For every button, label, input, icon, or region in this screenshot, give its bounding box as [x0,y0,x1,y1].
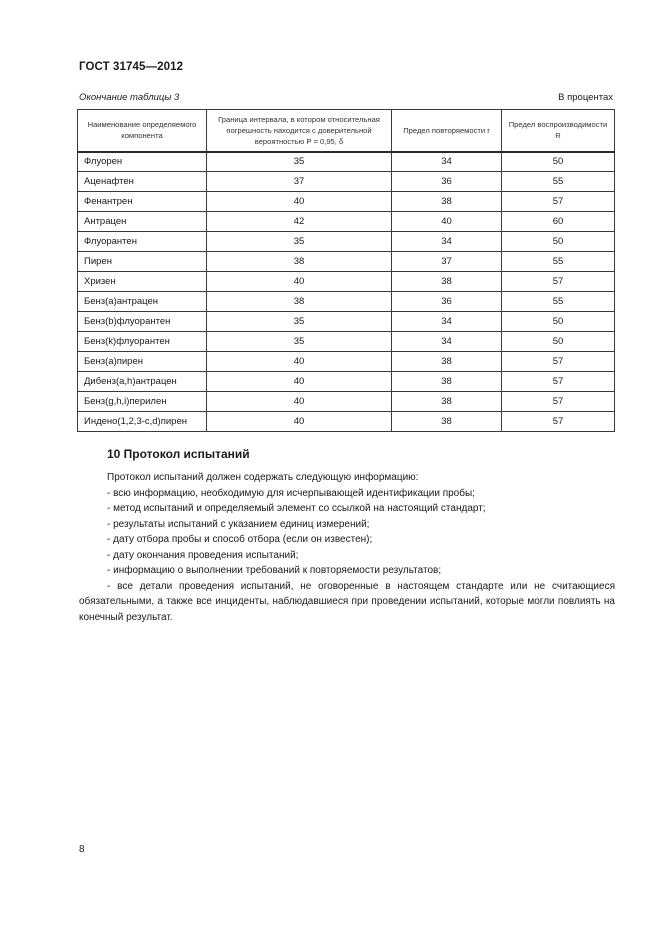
cell-component-name: Индено(1,2,3-c,d)пирен [78,412,207,432]
table-caption: Окончание таблицы 3 [79,92,180,103]
cell-reproducibility: 60 [502,212,615,232]
cell-component-name: Бенз(а)антрацен [78,292,207,312]
cell-repeatability: 38 [392,372,502,392]
cell-reproducibility: 50 [502,312,615,332]
cell-error-bound: 40 [207,352,392,372]
table-header [78,110,615,152]
cell-component-name: Аценафтен [78,172,207,192]
table-row [78,232,615,252]
cell-component-name: Флуорен [78,152,207,172]
cell-repeatability: 38 [392,192,502,212]
cell-error-bound: 40 [207,272,392,292]
cell-repeatability: 38 [392,352,502,372]
table-row [78,252,615,272]
list-item: - результаты испытаний с указанием единиц измерений; [107,518,370,530]
table-body [78,152,615,432]
table-row [78,412,615,432]
table-row [78,312,615,332]
cell-reproducibility: 55 [502,252,615,272]
document-code: ГОСТ 31745—2012 [79,61,184,73]
cell-repeatability: 34 [392,152,502,172]
column-header-repeatability: Предел повторяемости r [392,110,502,152]
cell-error-bound: 38 [207,292,392,312]
table-row [78,372,615,392]
cell-component-name: Фенантрен [78,192,207,212]
cell-component-name: Антрацен [78,212,207,232]
list-item: - дату окончания проведения испытаний; [107,549,299,561]
table-row [78,332,615,352]
table-row [78,212,615,232]
cell-reproducibility: 50 [502,152,615,172]
cell-component-name: Бенз(g,h,i)перилен [78,392,207,412]
cell-reproducibility: 57 [502,392,615,412]
cell-reproducibility: 55 [502,172,615,192]
cell-error-bound: 42 [207,212,392,232]
table-units: В процентах [558,92,613,103]
cell-repeatability: 38 [392,272,502,292]
cell-repeatability: 36 [392,172,502,192]
cell-reproducibility: 57 [502,192,615,212]
cell-error-bound: 40 [207,412,392,432]
cell-repeatability: 34 [392,312,502,332]
list-item: - дату отбора пробы и способ отбора (если он известен); [107,534,373,545]
cell-component-name: Пирен [78,252,207,272]
cell-reproducibility: 57 [502,412,615,432]
cell-reproducibility: 55 [502,292,615,312]
cell-repeatability: 40 [392,212,502,232]
cell-component-name: Флуорантен [78,232,207,252]
section-title: 10 Протокол испытаний [107,447,250,461]
list-item: - информацию о выполнении требований к повторяемости результатов; [107,565,442,576]
cell-error-bound: 40 [207,392,392,412]
cell-error-bound: 38 [207,252,392,272]
table-row [78,272,615,292]
table-row [78,392,615,412]
table-row [78,172,615,192]
cell-component-name: Дибенз(a,h)антрацен [78,372,207,392]
page-number: 8 [79,844,85,855]
table-header-row [78,110,615,152]
cell-error-bound: 37 [207,172,392,192]
cell-repeatability: 38 [392,392,502,412]
cell-repeatability: 38 [392,412,502,432]
list-item: - все детали проведения испытаний, не оговоренные в настоящем стандарте или не считающиеся обязательными, а также все инциденты, наблюдавшиеся при проведении испытаний, которые могли повлиять на конечный результат. [79,580,615,623]
table-row [78,192,615,212]
table-row [78,152,615,172]
cell-reproducibility: 57 [502,352,615,372]
cell-repeatability: 34 [392,232,502,252]
table-row [78,292,615,312]
cell-error-bound: 40 [207,192,392,212]
column-header-reproducibility: Предел воспроизводимости R [502,110,615,152]
cell-component-name: Бенз(а)пирен [78,352,207,372]
list-item: - всю информацию, необходимую для исчерпывающей идентификации пробы; [107,487,475,499]
list-item: - метод испытаний и определяемый элемент со ссылкой на настоящий стандарт; [107,503,486,514]
cell-reproducibility: 50 [502,232,615,252]
column-header-component: Наименование определяемого компонента [78,110,207,152]
data-table [77,109,615,432]
cell-component-name: Хризен [78,272,207,292]
cell-error-bound: 35 [207,152,392,172]
cell-component-name: Бенз(k)флуорантен [78,332,207,352]
cell-error-bound: 35 [207,312,392,332]
section-body [79,470,615,625]
table-row [78,352,615,372]
column-header-error-bound: Граница интервала, в котором относительная погрешность находится с доверительной вероятностью P = 0,95, δ [207,110,392,152]
cell-repeatability: 37 [392,252,502,272]
cell-component-name: Бенз(b)флуорантен [78,312,207,332]
cell-error-bound: 35 [207,332,392,352]
cell-error-bound: 40 [207,372,392,392]
cell-repeatability: 36 [392,292,502,312]
section-intro-paragraph: Протокол испытаний должен содержать следующую информацию: [107,472,419,483]
cell-reproducibility: 57 [502,272,615,292]
cell-reproducibility: 57 [502,372,615,392]
cell-repeatability: 34 [392,332,502,352]
cell-reproducibility: 50 [502,332,615,352]
cell-error-bound: 35 [207,232,392,252]
